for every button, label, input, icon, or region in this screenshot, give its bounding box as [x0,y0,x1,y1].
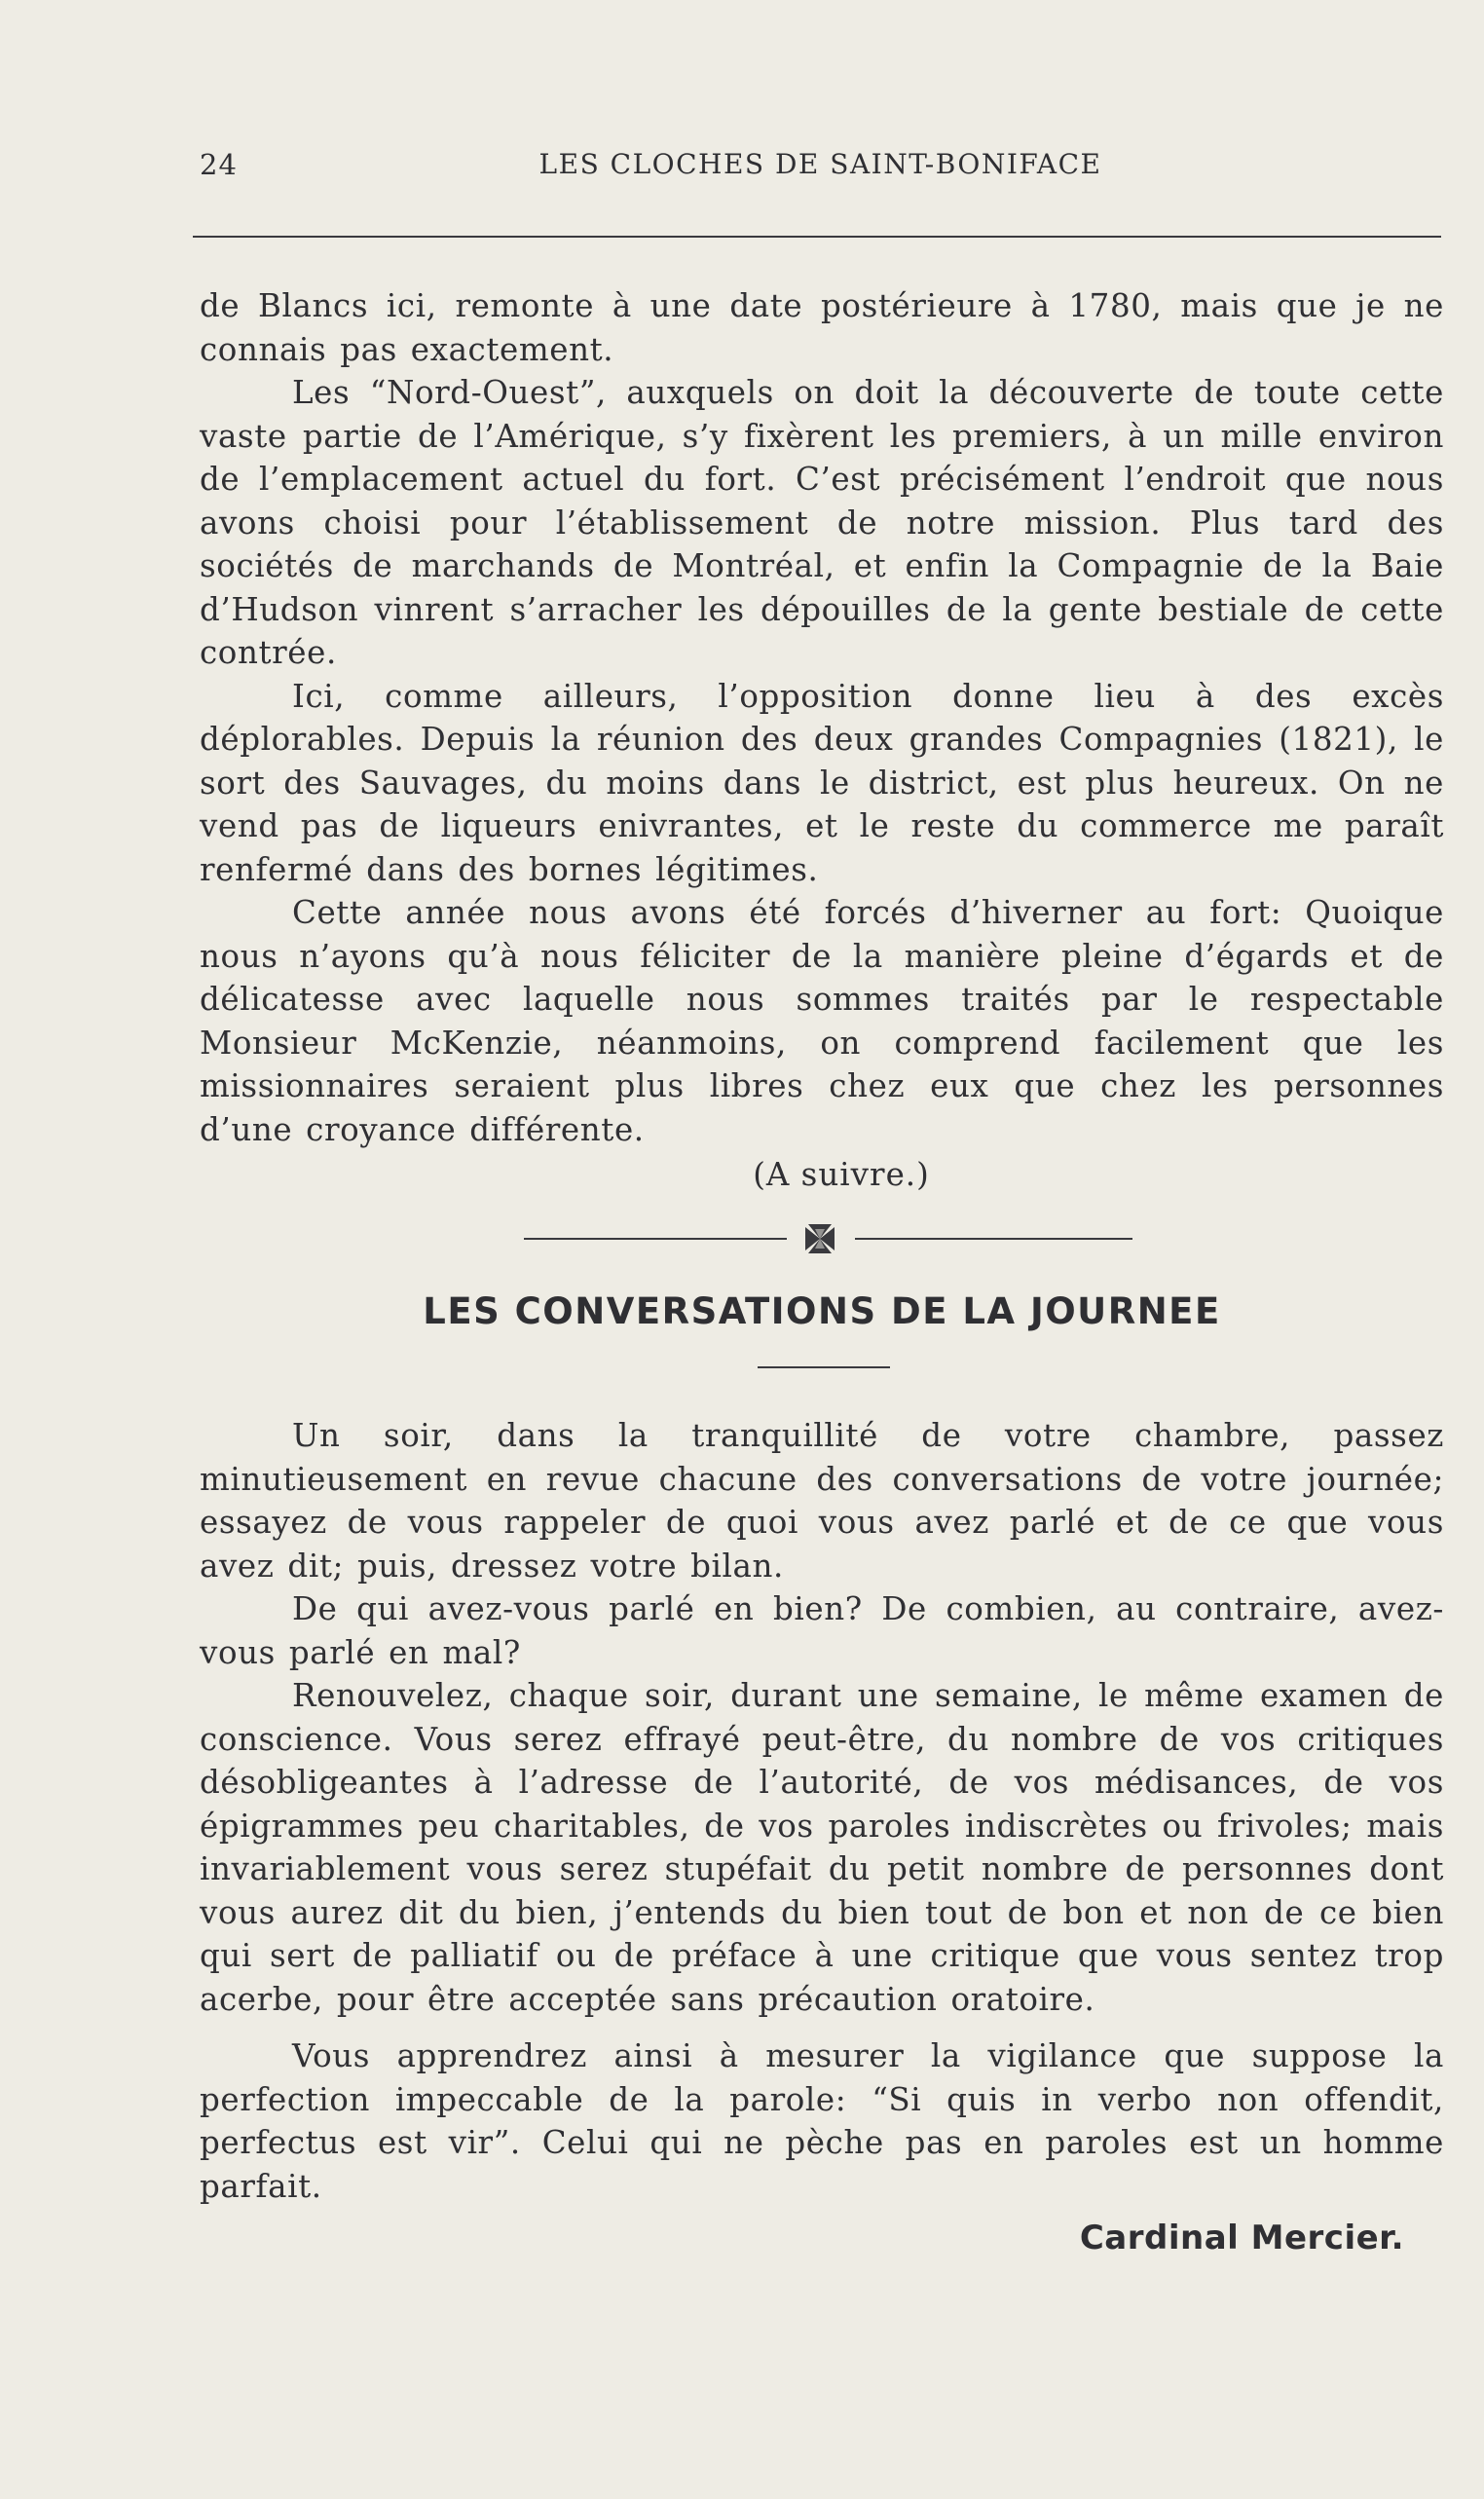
running-title: LES CLOCHES DE SAINT-BONIFACE [538,148,1102,180]
title-rule [758,1366,890,1368]
divider-line-left [524,1238,787,1240]
paragraph: Ici, comme ailleurs, l’opposition donne lieu à des excès déplorables. Depuis la réunion des deux grandes Compagnies (1821), le sort des Sauvages, du moins dans le district, est plus heureux. On ne vend pas de liqueurs enivrantes, et le reste du commerce me paraît renfermé dans des bornes légitimes. [200,677,1444,888]
divider-line-right [855,1238,1132,1240]
paragraph: Vous apprendrez ainsi à mesurer la vigilance que suppose la perfection impeccable de la parole: “Si quis in verbo non offendit, perfectus est vir”. Celui qui ne pèche pas en paroles est un homme parfait. [200,2037,1444,2205]
article-title: LES CONVERSATIONS DE LA JOURNEE [423,1290,1221,1332]
paragraph: Un soir, dans la tranquillité de votre chambre, passez minutieusement en revue chacune des conversations de votre journée; essayez de vous rappeler de quoi vous avez parlé et de ce que vous avez dit; puis, dressez votre bilan. [200,1417,1444,1585]
paragraph: Cette année nous avons été forcés d’hiverner au fort: Quoique nous n’ayons qu’à nous féliciter de la manière pleine d’égards et de délicatesse avec laquelle nous sommes traités par le respectable Monsieur McKenzie, néanmoins, on comprend facilement que les missionnaires seraient plus libres chez eux que chez les personnes d’une croyance différente. [200,894,1444,1148]
paragraph: Les “Nord-Ouest”, auxquels on doit la découverte de toute cette vaste partie de l’Amérique, s’y fixèrent les premiers, à un mille environ de l’emplacement actuel du fort. C’est précisément l’endroit que nous avons choisi pour l’établissement de notre mission. Plus tard des sociétés de marchands de Montréal, et enfin la Compagnie de la Baie d’Hudson vinrent s’arracher les dépouilles de la gente bestiale de cette contrée. [200,374,1444,671]
article-one-body [200,284,1444,1197]
continued-note: (A suivre.) [753,1156,930,1193]
section-divider [524,1221,1132,1256]
page-number: 24 [200,148,238,181]
paragraph: De qui avez-vous parlé en bien? De combien, au contraire, avez-vous parlé en mal? [200,1590,1444,1671]
paragraph-gap [200,2021,1444,2034]
paragraph: de Blancs ici, remonte à une date postérieure à 1780, mais que je ne connais pas exactement. [200,287,1444,368]
cross-pattee-icon [802,1221,837,1256]
header-rule [193,236,1441,238]
page-header [200,148,1441,187]
article-two-body [200,1414,1444,2208]
paragraph: Renouvelez, chaque soir, durant une semaine, le même examen de conscience. Vous serez effrayé peut-être, du nombre de vos critiques désobligeantes à l’adresse de l’autorité, de vos médisances, de vos épigrammes peu charitables, de vos paroles indiscrètes ou frivoles; mais invariablement vous serez stupéfait du petit nombre de personnes dont vous aurez dit du bien, j’entends du bien tout de bon et non de ce bien qui sert de palliatif ou de préface à une critique que vous sentez trop acerbe, pour être acceptée sans précaution oratoire. [200,1677,1444,2018]
signature: Cardinal Mercier. [1079,2219,1404,2257]
